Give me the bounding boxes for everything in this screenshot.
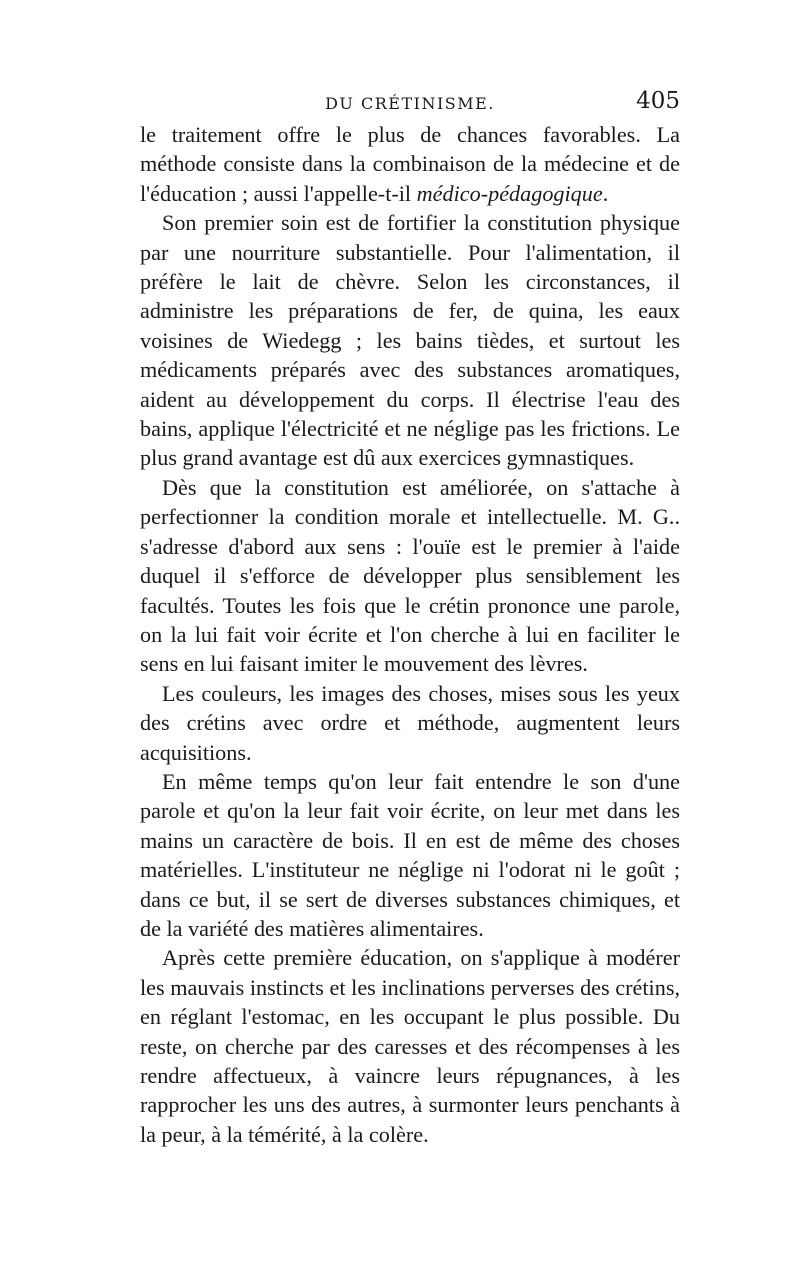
paragraph-text: le traitement offre le plus de chances favorables. La méthode consiste dans la combinaison de la médecine et de l'éducation ; aussi l'appelle-t-il <box>140 122 680 206</box>
paragraph: Dès que la constitution est améliorée, on s'attache à perfectionner la condition morale et intellectuelle. M. G.. s'adresse d'abord aux sens : l'ouïe est le premier à l'aide duquel il s'efforce de développer plus sensiblement les facultés. Toutes les fois que le crétin prononce une parole, on la lui fait voir écrite et l'on cherche à lui en faciliter le sens en lui faisant imiter le mouvement des lèvres. <box>140 474 680 677</box>
paragraph: En même temps qu'on leur fait entendre le son d'une parole et qu'on la leur fait voir écrite, on leur met dans les mains un caractère de bois. Il en est de même des choses matérielles. L'instituteur ne néglige ni l'odorat ni le goût ; dans ce but, il se sert de diverses substances chimiques, et de la variété des matières alimentaires. <box>140 768 680 941</box>
running-title: DU CRÉTINISME. <box>325 94 495 113</box>
paragraph: Les couleurs, les images des choses, mises sous les yeux des crétins avec ordre et méthode, augmentent leurs acquisitions. <box>140 680 680 765</box>
page-number: 405 <box>636 88 680 114</box>
paragraph-continuation <box>140 120 680 208</box>
paragraph: Son premier soin est de fortifier la constitution physique par une nourriture substantielle. Pour l'alimentation, il préfère le lait de chèvre. Selon les circonstances, il administre les préparations de fer, de quina, les eaux voisines de Wiedegg ; les bains tièdes, et surtout les médicaments préparés avec des substances aromatiques, aident au développement du corps. Il électrise l'eau des bains, applique l'électricité et ne néglige pas les frictions. Le plus grand avantage est dû aux exercices gymnastiques. <box>140 210 680 471</box>
paragraph-text-end: . <box>602 180 609 206</box>
body-text <box>140 120 680 1149</box>
paragraph: Après cette première éducation, on s'applique à modérer les mauvais instincts et les inclinations perverses des crétins, en réglant l'estomac, en les occupant le plus possible. Du reste, on cherche par des caresses et des récompenses à les rendre affectueux, à vaincre leurs répugnances, à les rapprocher les uns des autres, à surmonter leurs penchants à la peur, à la témérité, à la colère. <box>140 945 680 1147</box>
book-page <box>140 88 680 1149</box>
running-head <box>140 88 680 120</box>
italic-term: médico-pédagogique <box>416 180 603 206</box>
